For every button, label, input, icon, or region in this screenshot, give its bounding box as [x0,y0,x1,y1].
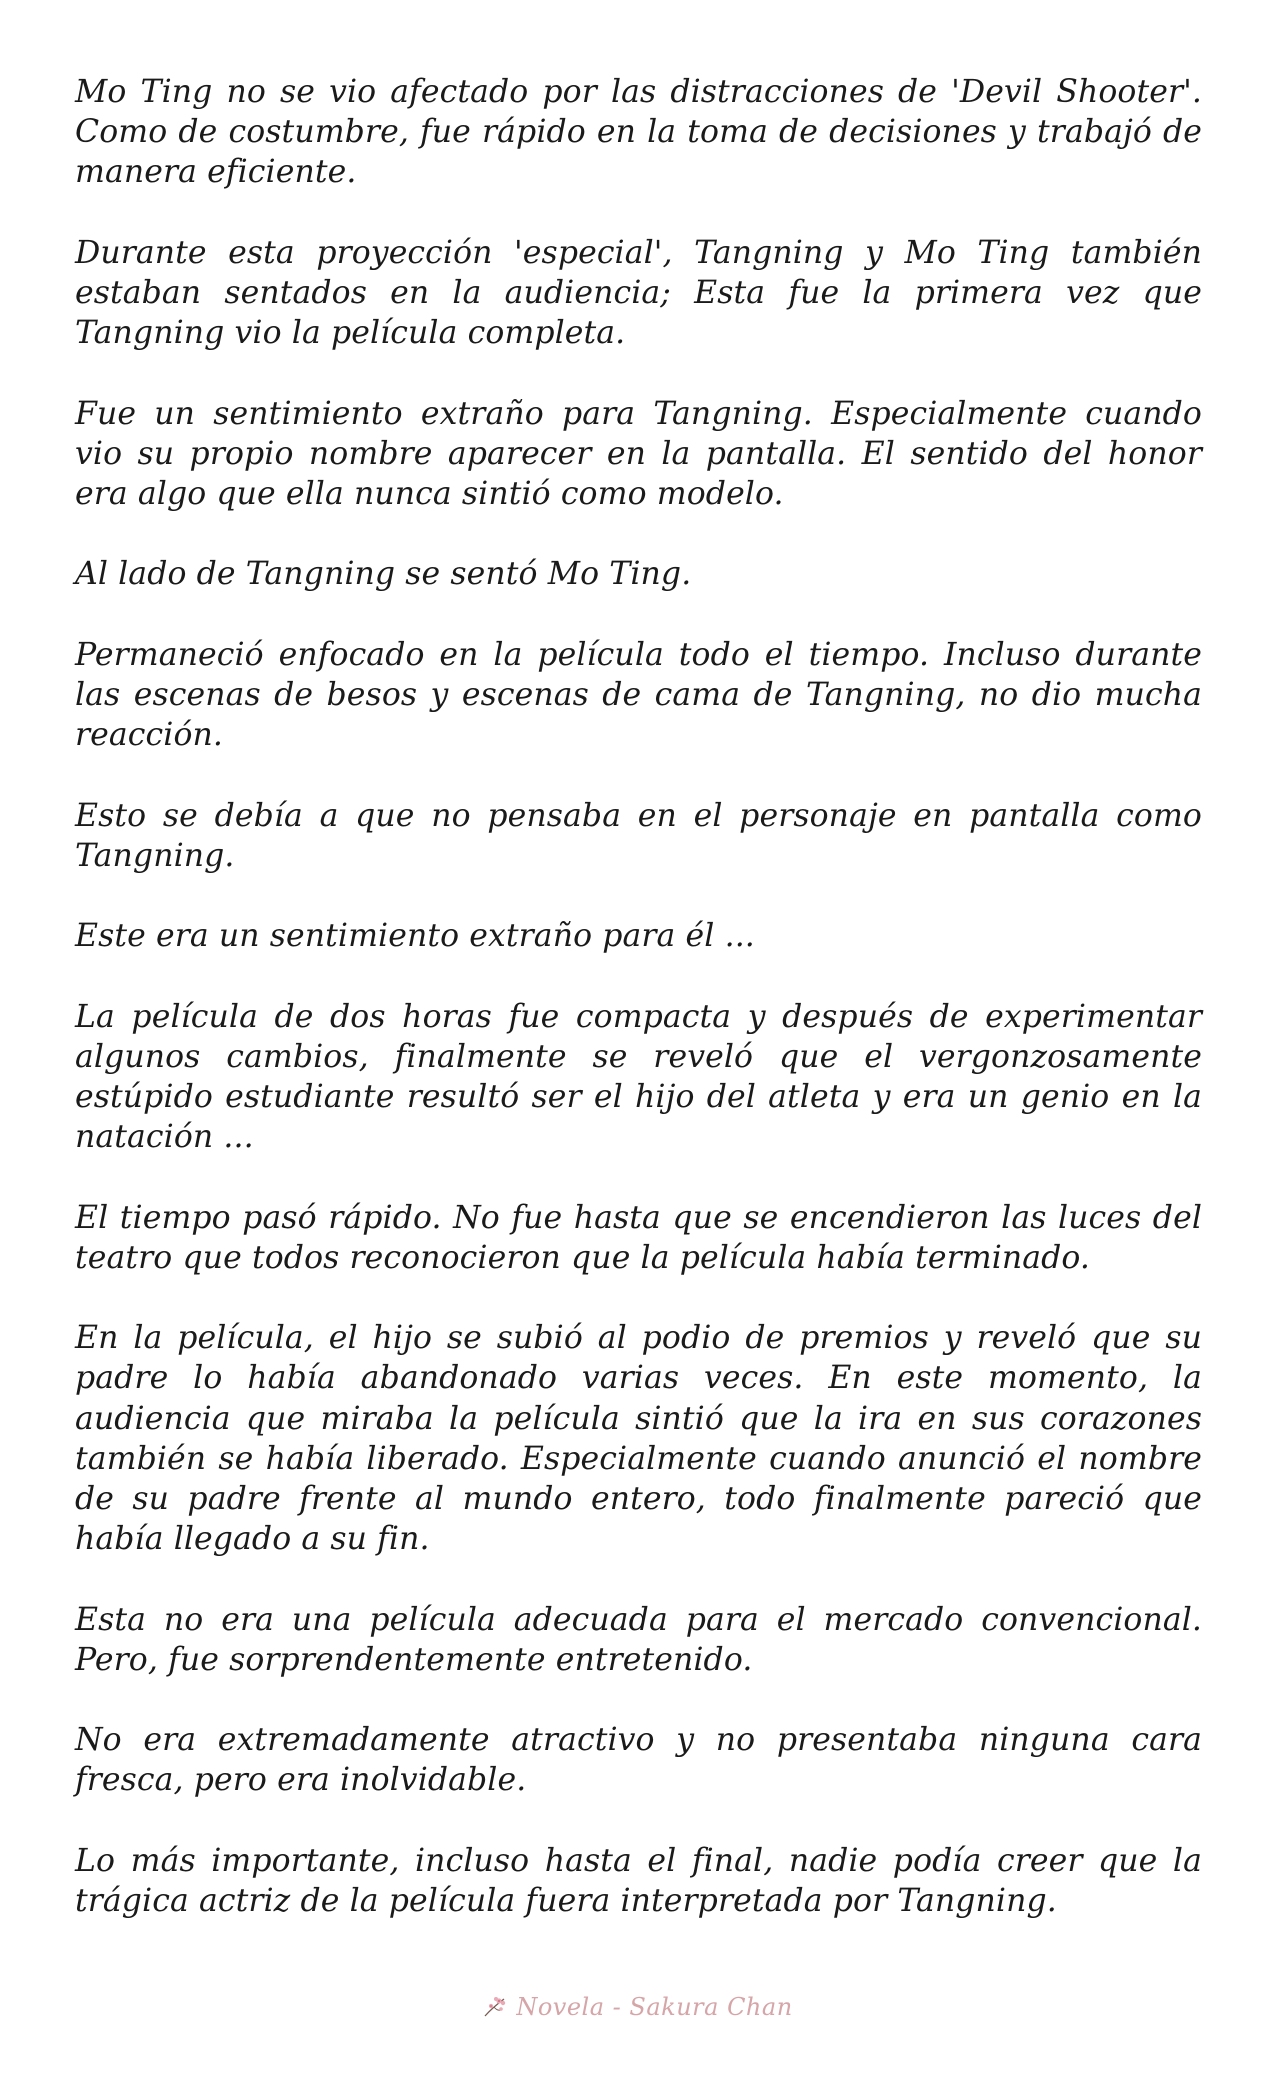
paragraph: Fue un sentimiento extraño para Tangning. Especialmente cuando vio su propio nombre aparecer en la pantalla. El sentido del honor era algo que ella nunca sintió como modelo. [75,395,1202,512]
watermark [482,1993,792,2021]
paragraph: Lo más importante, incluso hasta el final, nadie podía creer que la trágica actriz de la película fuera interpretada por Tangning. [75,1842,1202,1919]
paragraph: En la película, el hijo se subió al podio de premios y reveló que su padre lo había abandonado varias veces. En este momento, la audiencia que miraba la película sintió que la ira en sus corazones también se había liberado. Especialmente cuando anunció el nombre de su padre frente al mundo entero, todo finalmente pareció que había llegado a su fin. [75,1320,1202,1558]
paragraph: Este era un sentimiento extraño para él ... [75,918,755,955]
paragraph: Durante esta proyección 'especial', Tangning y Mo Ting también estaban sentados en la audiencia; Esta fue la primera vez que Tangning vio la película completa. [75,234,1202,352]
watermark-text: Novela - Sakura Chan [516,1993,793,2021]
paragraph: Esta no era una película adecuada para el mercado convencional. Pero, fue sorprendentemente entretenido. [75,1601,1202,1678]
paragraph: Mo Ting no se vio afectado por las distracciones de 'Devil Shooter'. Como de costumbre, fue rápido en la toma de decisiones y trabajó de manera eficiente. [75,74,1202,191]
document-body [75,72,1202,1961]
paragraph: Esto se debía a que no pensaba en el personaje en pantalla como Tangning. [75,797,1202,874]
paragraph: Permaneció enfocado en la película todo el tiempo. Incluso durante las escenas de besos y escenas de cama de Tangning, no dio mucha reacción. [75,636,1202,754]
paragraph: No era extremadamente atractivo y no presentaba ninguna cara fresca, pero era inolvidable. [75,1722,1202,1799]
cherry-blossom-icon [482,1994,508,2020]
footer-watermark [0,1993,1275,2021]
paragraph: Al lado de Tangning se sentó Mo Ting. [75,556,692,593]
paragraph: El tiempo pasó rápido. No fue hasta que se encendieron las luces del teatro que todos reconocieron que la película había terminado. [75,1199,1202,1276]
paragraph: La película de dos horas fue compacta y después de experimentar algunos cambios, finalmente se reveló que el vergonzosamente estúpido estudiante resultó ser el hijo del atleta y era un genio en la natación ... [75,998,1202,1156]
